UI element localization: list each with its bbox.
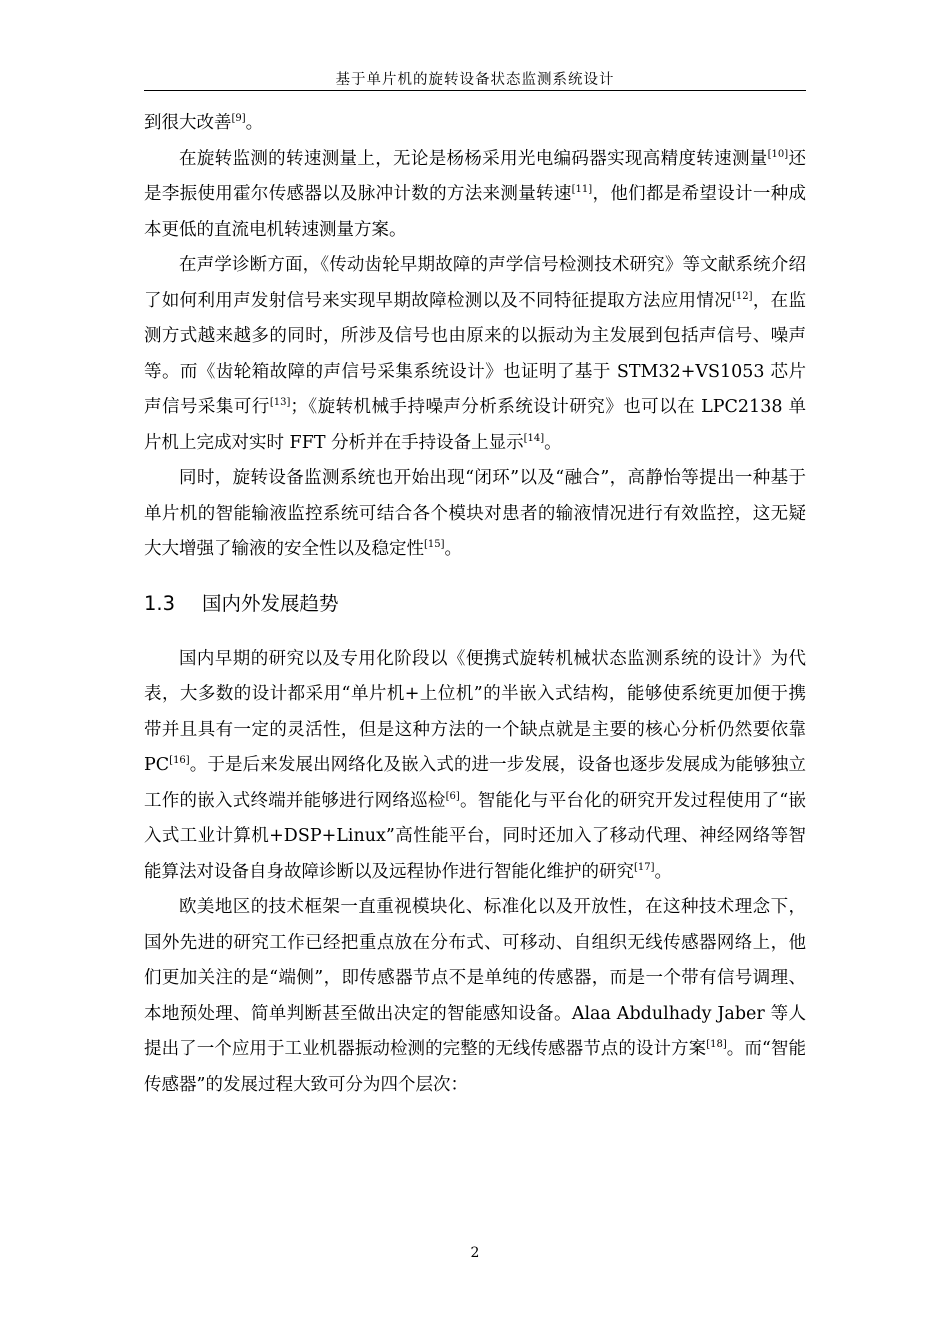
paragraph-text: 同时，旋转设备监测系统也开始出现“闭环”以及“融合”，高静怡等提出一种基于单片机的智能输液监控系统可结合各个模块对患者的输液情况进行有效监控，这无疑大大增强了输液的安全性以及稳定性	[144, 468, 806, 559]
paragraph	[144, 461, 806, 568]
section-title: 国内外发展趋势	[202, 591, 339, 615]
paragraph	[144, 248, 806, 461]
paragraph-text: 还是李振使用霍尔传感器以及脉冲计数的方法来测量转速	[144, 148, 807, 204]
citation-ref: [6]	[445, 790, 460, 802]
page-body	[144, 106, 806, 1103]
citation-ref: [17]	[634, 861, 655, 873]
paragraph-text: 在旋转监测的转速测量上，无论是杨杨采用光电编码器实现高精度转速测量	[179, 148, 768, 169]
paragraph-text: 。于是后来发展出网络化及嵌入式的进一步发展，设备也逐步发展成为能够独立工作的嵌入式终端并能够进行网络巡检	[144, 755, 806, 811]
paragraph-text: ，他们都是希望设计一种成本更低的直流电机转速测量方案。	[144, 184, 807, 240]
paragraph-text: ；《旋转机械手持噪声分析系统设计研究》也可以在 LPC2138 单片机上完成对实时 FFT 分析并在手持设备上显示	[144, 397, 806, 453]
citation-ref: [13]	[269, 397, 291, 408]
section-number: 1.3	[144, 591, 176, 615]
paragraph-text: 。	[444, 539, 463, 559]
running-header: 基于单片机的旋转设备状态监测系统设计	[335, 72, 615, 88]
paragraph-text: 在声学诊断方面，《传动齿轮早期故障的声学信号检测技术研究》等文献系统介绍了如何利用声发射信号来实现早期故障检测以及不同特征提取方法应用情况	[144, 255, 806, 311]
section-heading	[144, 590, 806, 618]
paragraph-text: 。而“智能传感器”的发展过程大致可分为四个层次：	[144, 1039, 807, 1095]
paragraph	[144, 142, 806, 249]
paragraph-text: 。智能化与平台化的研究开发过程使用了“嵌入式工业计算机+DSP+Linux”高性能平台，同时还加入了移动代理、神经网络等智能算法对设备自身故障诊断以及远程协作进行智能化维护的研究	[144, 790, 806, 882]
paragraph	[144, 890, 806, 1103]
page-number: 2	[470, 1245, 480, 1261]
paragraph-text: 。	[544, 432, 562, 453]
citation-ref: [15]	[424, 539, 445, 550]
paragraph-text: 。	[654, 861, 673, 882]
citation-ref: [18]	[706, 1039, 727, 1050]
paragraph-text: 欧美地区的技术框架一直重视模块化、标准化以及开放性，在这种技术理念下，国外先进的研究工作已经把重点放在分布式、可移动、自组织无线传感器网络上，他们更加关注的是“端侧”，即传感器节点不是单纯的传感器，而是一个带有信号调理、本地预处理、简单判断甚至做出决定的智能感知设备。Alaa Abdulhady Jaber 等人提出了一个应用于工业机器振动检测的完整的无线传感器节点的设计方案	[144, 897, 806, 1059]
header-rule	[144, 90, 806, 91]
paragraph-text: 国内早期的研究以及专用化阶段以《便携式旋转机械状态监测系统的设计》为代表，大多数的设计都采用“单片机+上位机”的半嵌入式结构，能够使系统更加便于携带并且具有一定的灵活性，但是这种方法的一个缺点就是主要的核心分析仍然要依靠 PC	[144, 648, 806, 775]
citation-ref: [12]	[732, 290, 753, 302]
citation-ref: [14]	[523, 432, 545, 444]
citation-ref: [9]	[231, 113, 246, 124]
paragraph	[144, 642, 806, 891]
paragraph-text: 到很大改善	[144, 113, 232, 133]
paragraph-text: 。	[245, 113, 264, 133]
citation-ref: [16]	[169, 755, 190, 766]
paragraph-text: ，在监测方式越来越多的同时，所涉及信号也由原来的以振动为主发展到包括声信号、噪声等。而《齿轮箱故障的声信号采集系统设计》也证明了基于 STM32+VS1053 芯片声信号采集可行	[144, 290, 807, 417]
citation-ref: [10]	[767, 148, 789, 160]
citation-ref: [11]	[571, 184, 593, 195]
paragraph	[144, 106, 806, 142]
